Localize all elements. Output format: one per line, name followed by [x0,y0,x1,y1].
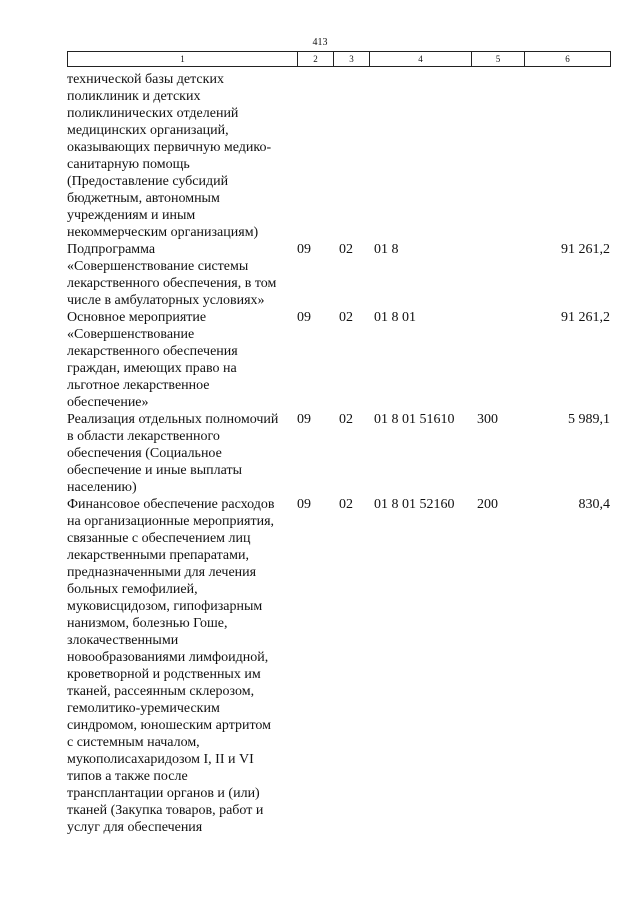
column-header-3: 3 [334,52,370,67]
row-expense-type: 200 [477,497,498,512]
row-code-section: 09 [297,242,311,257]
table-row [67,496,610,836]
column-header-table [67,51,611,67]
row-amount: 91 261,2 [561,310,610,325]
row-expense-type: 300 [477,412,498,427]
row-target-article: 01 8 01 [374,310,416,325]
row-amount: 5 989,1 [568,412,610,427]
column-header-4: 4 [370,52,472,67]
row-code-section: 09 [297,412,311,427]
column-header-5: 5 [472,52,525,67]
row-description: Финансовое обеспечение расходов на организационные мероприятия, связанные с обеспечением лиц лекарственными препаратами, предназначенными для лечения больных гемофилией, муковисцидозом, гипофизарным нанизмом, болезнью Гоше, злокачественными новообразованиями лимфоидной, кроветворной и родственных им тканей, рассеянным склерозом, гемолитико-уремическим синдромом, юношеским артритом с системным началом, мукополисахаридозом I, II и VI типов а также после трансплантации органов и (или) тканей (Закупка товаров, работ и услуг для обеспечения [67,497,275,835]
column-header-2: 2 [298,52,334,67]
table-row [67,241,610,309]
row-code-subsection: 02 [339,242,353,257]
row-amount: 830,4 [578,497,610,512]
row-code-subsection: 02 [339,310,353,325]
row-code-section: 09 [297,497,311,512]
row-description: Реализация отдельных полномочий в области лекарственного обеспечения (Социальное обеспечение и иные выплаты населению) [67,412,279,495]
column-header-1: 1 [68,52,298,67]
table-row [67,71,610,241]
row-target-article: 01 8 01 51610 [374,412,455,427]
row-description: Подпрограмма «Совершенствование системы лекарственного обеспечения, в том числе в амбулаторных условиях» [67,242,277,308]
row-code-section: 09 [297,310,311,325]
page-number: 413 [312,37,328,48]
row-description: технической базы детских поликлиник и детских поликлинических отделений медицинских организаций, оказывающих первичную медико- санитарную помощь (Предоставление субсидий бюджетным, автономным учреждениям и иным некоммерческим организациям) [67,72,272,240]
row-amount: 91 261,2 [561,242,610,257]
table-row [67,411,610,496]
row-code-subsection: 02 [339,412,353,427]
column-header-row [68,52,611,67]
table-row [67,309,610,411]
column-header-6: 6 [525,52,611,67]
table-body [67,71,610,836]
row-description: Основное мероприятие «Совершенствование лекарственного обеспечения граждан, имеющих право на льготное лекарственное обеспечение» [67,310,238,410]
row-target-article: 01 8 01 52160 [374,497,455,512]
row-target-article: 01 8 [374,242,399,257]
row-code-subsection: 02 [339,497,353,512]
